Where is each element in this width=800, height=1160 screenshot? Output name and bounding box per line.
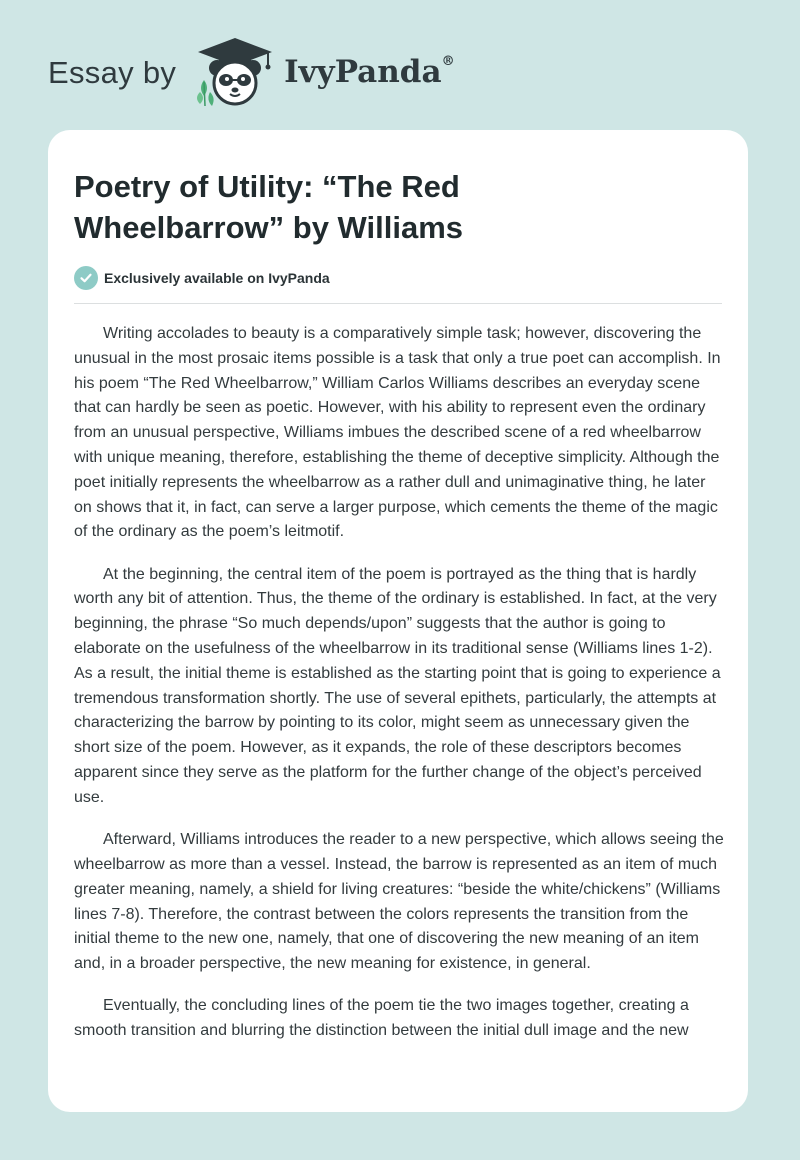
page-title: Poetry of Utility: “The Red Wheelbarrow” by Williams [74, 169, 464, 245]
paragraph: At the beginning, the central item of the poem is portrayed as the thing that is hardly worth any bit of attention. Thus, the theme of the ordinary is established. In fact, at the very beginning, the phrase “So much depends/upon” suggests that the author is going to elaborate on the usefulness of the wheelbarrow in its traditional sense (Williams lines 1-2). As a result, the initial theme is established as the starting point that is going to experience a tremendous transformation shortly. The use of several epithets, particularly, the attempts at characterizing the barrow by pointing to its color, might seem as unnecessary given the short size of the poem. However, as it expands, the role of these descriptors becomes apparent since they serve as the platform for the further change of the object’s perceived use. [74, 565, 721, 806]
essay-card [48, 130, 748, 1112]
paragraph: Eventually, the concluding lines of the poem tie the two images together, creating a smooth transition and blurring the distinction between the initial dull image and the new [74, 997, 689, 1040]
paragraph: Writing accolades to beauty is a comparatively simple task; however, discovering the unusual in the most prosaic items possible is a task that only a true poet can accomplish. In his poem “The Red Wheelbarrow,” William Carlos Williams describes an everyday scene that can hardly be seen as poetic. However, with his ability to represent even the ordinary from an unusual perspective, Williams imbues the described scene of a red wheelbarrow with unique meaning, therefore, establishing the theme of deceptive simplicity. Although the poet initially represents the wheelbarrow as a rather dull and unimaginative thing, he later on shows that it, in fact, can serve a larger purpose, which cements the theme of the magic of the ordinary as the poem’s leitmotif. [74, 325, 721, 541]
exclusive-badge [74, 266, 722, 290]
divider [74, 303, 722, 304]
ivypanda-logo-icon[interactable] [190, 36, 280, 108]
brand-name[interactable]: IvyPanda® [284, 53, 455, 90]
essay-by-label: Essay by [48, 54, 177, 90]
badge-label: Exclusively available on IvyPanda [104, 270, 330, 286]
paragraph: Afterward, Williams introduces the reader to a new perspective, which allows seeing the wheelbarrow as more than a vessel. Instead, the barrow is represented as an item of much greater meaning, namely, a shield for living creatures: “beside the white/chickens” (Williams lines 7-8). Therefore, the contrast between the colors represents the transition from the initial theme to the new one, namely, that one of discovering the new meaning of an item and, in a broader perspective, the new meaning for existence, in general. [74, 831, 724, 973]
registered-mark: ® [441, 53, 455, 69]
essay-body [74, 322, 722, 1044]
check-icon [74, 266, 98, 290]
site-header [48, 36, 455, 108]
